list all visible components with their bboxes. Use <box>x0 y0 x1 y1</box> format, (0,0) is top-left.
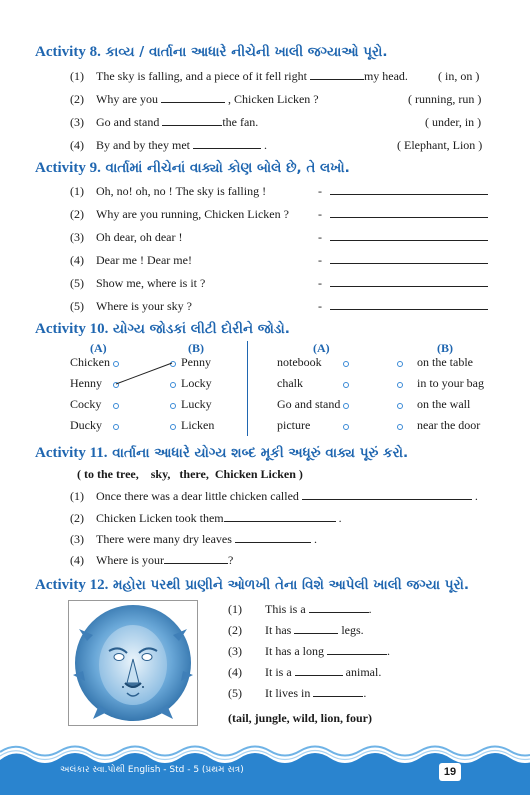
dash: - <box>318 253 322 267</box>
match-word-right-a: notebook <box>277 355 322 369</box>
match-dot[interactable] <box>343 424 349 430</box>
match-word-right-b: on the wall <box>417 397 471 411</box>
match-dot[interactable] <box>343 382 349 388</box>
match-dot[interactable] <box>343 361 349 367</box>
match-dot[interactable] <box>397 403 403 409</box>
item-sentence: It has legs. <box>265 623 364 637</box>
activity-11-instruction: વાર્તાના આધારે યોગ્ય શબ્દ મૂકી અધૂરું વાક્ય પૂરું કરો. <box>112 445 409 461</box>
match-word-left-a: Chicken <box>70 355 110 369</box>
match-word-left-b: Locky <box>181 376 212 390</box>
answer-blank[interactable] <box>327 644 387 655</box>
item-hint: ( under, in ) <box>425 115 482 129</box>
match-dot[interactable] <box>397 382 403 388</box>
answer-blank[interactable] <box>235 532 311 543</box>
match-word-right-b: on the table <box>417 355 473 369</box>
activity-12-heading <box>35 577 469 594</box>
item-sentence: There were many dry leaves . <box>96 532 317 546</box>
right-column-a-header: (A) <box>313 341 330 355</box>
item-sentence: Dear me ! Dear me! <box>96 253 192 267</box>
answer-blank[interactable] <box>295 665 343 676</box>
match-word-right-a: picture <box>277 418 311 432</box>
answer-blank[interactable] <box>309 602 369 613</box>
item-sentence: It is a animal. <box>265 665 382 679</box>
item-number: (4) <box>70 138 84 152</box>
item-sentence: Where is your ? <box>96 553 234 567</box>
match-word-right-a: Go and stand <box>277 397 341 411</box>
right-column-b-header: (B) <box>437 341 453 355</box>
dash: - <box>318 230 322 244</box>
item-sentence: Go and stand the fan. <box>96 115 259 129</box>
item-number: (1) <box>70 489 84 503</box>
item-sentence: The sky is falling, and a piece of it fell right my head. <box>96 69 408 83</box>
left-column-b-header: (B) <box>188 341 204 355</box>
item-number: (2) <box>70 207 84 221</box>
match-word-right-b: near the door <box>417 418 481 432</box>
activity-12-instruction: મહોરા પરથી પ્રાણીને ઓળખી તેના વિશે આપેલી ખાલી જગ્યા પૂરો. <box>113 577 470 593</box>
activity-12-number: Activity 12. <box>35 577 109 593</box>
activity-11-heading <box>35 445 408 462</box>
word-bank: ( to the tree, sky, there, Chicken Licken ) <box>77 467 303 481</box>
item-sentence: Where is your sky ? <box>96 299 192 313</box>
answer-blank[interactable] <box>164 553 228 564</box>
footer <box>0 742 530 795</box>
item-number: (5) <box>70 276 84 290</box>
item-hint: ( running, run ) <box>408 92 482 106</box>
match-dot[interactable] <box>343 403 349 409</box>
item-sentence: It has a long . <box>265 644 390 658</box>
item-number: (4) <box>228 665 242 679</box>
activity-8-number: Activity 8. <box>35 44 101 60</box>
item-sentence: Oh dear, oh dear ! <box>96 230 183 244</box>
answer-blank[interactable] <box>302 489 472 500</box>
word-bank: (tail, jungle, wild, lion, four) <box>228 711 373 725</box>
lion-mask-image <box>68 600 198 726</box>
activity-10-instruction: યોગ્ય જોડકાં લીટી દોરીને જોડો. <box>113 321 290 337</box>
dash: - <box>318 299 322 313</box>
match-word-left-b: Licken <box>181 418 215 432</box>
item-number: (3) <box>228 644 242 658</box>
item-number: (3) <box>70 532 84 546</box>
dash: - <box>318 276 322 290</box>
item-number: (2) <box>70 511 84 525</box>
item-sentence: Why are you running, Chicken Licken ? <box>96 207 289 221</box>
activity-8-instruction: કાવ્ય / વાર્તાના આધારે નીચેની ખાલી જગ્યાઓ પૂરો. <box>105 44 388 60</box>
item-number: (1) <box>228 602 242 616</box>
match-word-left-b: Penny <box>181 355 211 369</box>
answer-blank[interactable] <box>224 511 336 522</box>
item-sentence: Once there was a dear little chicken called . <box>96 489 478 503</box>
item-number: (2) <box>228 623 242 637</box>
item-number: (5) <box>228 686 242 700</box>
item-number: (1) <box>70 184 84 198</box>
activity-11-number: Activity 11. <box>35 445 108 461</box>
item-sentence: By and by they met . <box>96 138 267 152</box>
match-dot[interactable] <box>397 424 403 430</box>
item-sentence: Chicken Licken took them . <box>96 511 342 525</box>
match-word-left-a: Ducky <box>70 418 102 432</box>
item-number: (5) <box>70 299 84 313</box>
item-number: (1) <box>70 69 84 83</box>
item-number: (3) <box>70 230 84 244</box>
item-number: (3) <box>70 115 84 129</box>
activity-10-number: Activity 10. <box>35 321 109 337</box>
answer-blank[interactable] <box>313 686 363 697</box>
activity-9-number: Activity 9. <box>35 160 101 176</box>
item-number: (4) <box>70 553 84 567</box>
item-hint: ( in, on ) <box>438 69 480 83</box>
item-sentence: Oh, no! oh, no ! The sky is falling ! <box>96 184 267 198</box>
match-word-left-a: Cocky <box>70 397 102 411</box>
item-hint: ( Elephant, Lion ) <box>397 138 483 152</box>
item-sentence: This is a . <box>265 602 372 616</box>
page-number-box <box>439 763 461 781</box>
answer-blank[interactable] <box>294 623 338 634</box>
item-sentence: Why are you , Chicken Licken ? <box>96 92 319 106</box>
dash: - <box>318 184 322 198</box>
match-word-left-b: Lucky <box>181 397 212 411</box>
item-sentence: Show me, where is it ? <box>96 276 206 290</box>
item-number: (4) <box>70 253 84 267</box>
match-word-right-b: in to your bag <box>417 376 484 390</box>
match-dot[interactable] <box>397 361 403 367</box>
activity-9-instruction: વાર્તામાં નીચેનાં વાક્યો કોણ બોલે છે, તે લખો. <box>105 160 350 176</box>
dash: - <box>318 207 322 221</box>
item-number: (2) <box>70 92 84 106</box>
left-column-a-header: (A) <box>90 341 107 355</box>
book-title: અલંકાર સ્વા.પોથી English - Std - 5 (પ્રથમ સત્ર) <box>60 765 244 775</box>
match-word-left-a: Henny <box>70 376 102 390</box>
item-sentence: It lives in . <box>265 686 367 700</box>
match-word-right-a: chalk <box>277 376 303 390</box>
page-number: 19 <box>443 766 457 778</box>
